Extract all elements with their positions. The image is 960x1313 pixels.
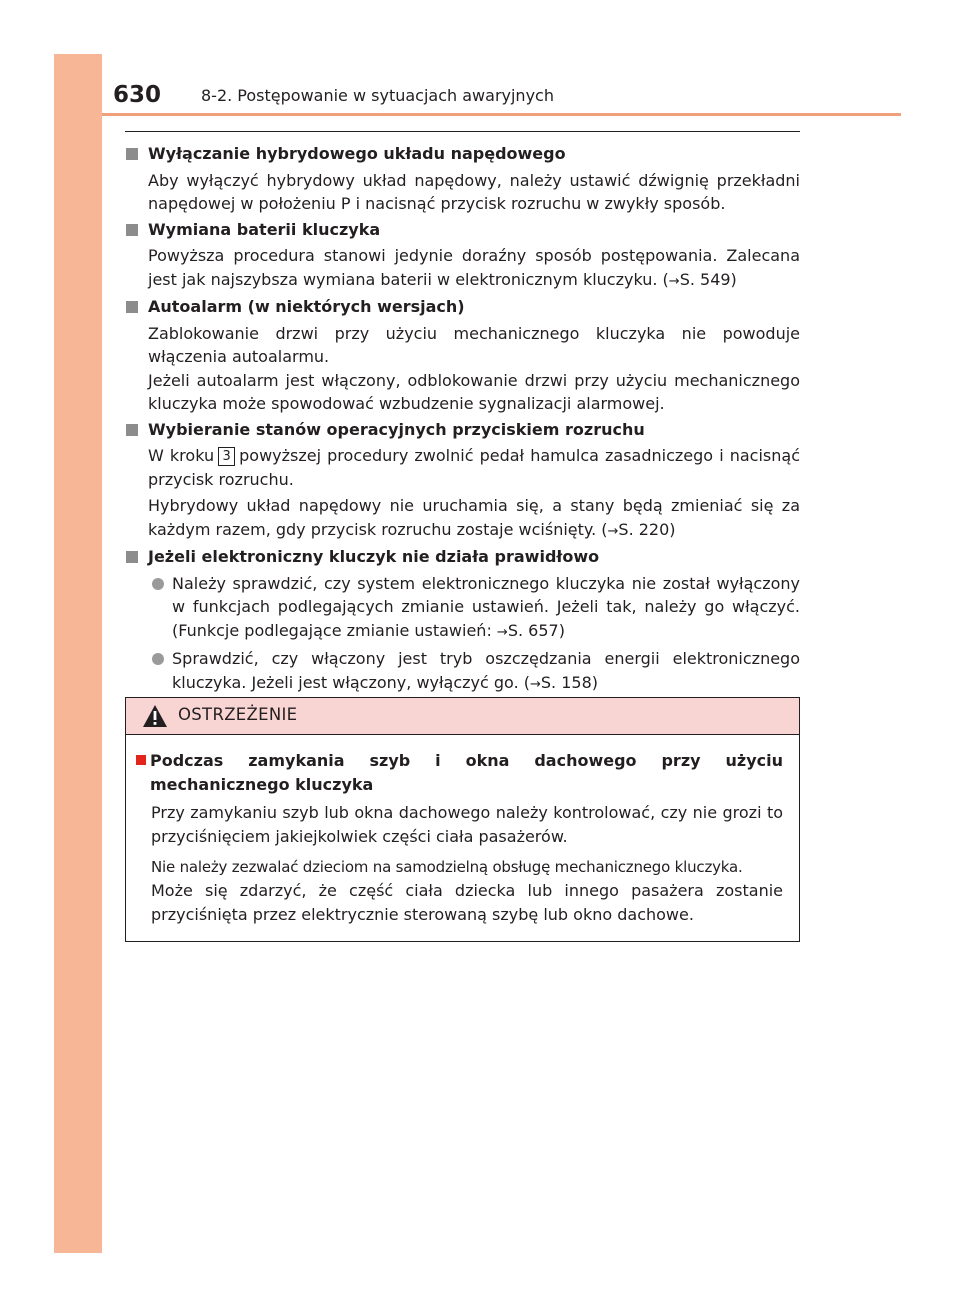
warning-box [125,697,800,942]
section-title: 8-2. Postępowanie w sytuacjach awaryjnych [201,86,554,105]
page-reference[interactable]: S. 158) [540,672,598,692]
arrow-icon: → [496,624,508,640]
warning-triangle-icon [142,704,168,728]
item-heading: Autoalarm (w niektórych wersjach) [124,295,800,319]
warning-paragraph: Może się zdarzyć, że część ciała dziecka lub innego pasażera zostanie przyciśnięta przez elektrycznie sterowaną szybę lub okno dachowe. [151,881,783,924]
header-accent-line [102,113,901,116]
paragraph: Aby wyłączyć hybrydowy układ napędowy, należy ustawić dźwignię przekładni napędowej w położeniu P i nacisnąć przycisk rozruchu w zwykły sposób. [148,170,800,213]
square-bullet-icon [126,148,138,160]
square-bullet-icon [126,424,138,436]
warning-paragraph: Nie należy zezwalać dzieciom na samodzielną obsługę mechanicznego kluczyka. [151,858,743,876]
chapter-side-tab [54,54,102,1253]
square-bullet-icon [126,551,138,563]
item-heading: Wyłączanie hybrydowego układu napędowego [124,142,800,166]
page-number: 630 [113,82,162,108]
warning-body [126,735,799,927]
warning-title: OSTRZEŻENIE [178,705,298,724]
page-reference[interactable]: S. 220) [618,519,676,539]
item-heading: Wybieranie stanów operacyjnych przyciskiem rozruchu [124,418,800,442]
warning-header [126,698,799,735]
paragraph: Hybrydowy układ napędowy nie uruchamia się, a stany będą zmieniać się za każdym razem, gdy przycisk rozruchu zostaje wciśnięty. (→S. 220) [148,496,800,539]
list-item: Sprawdzić, czy włączony jest tryb oszczędzania energii elektronicznego kluczyka. Jeżeli jest włączony, wyłączyć go. (→S. 158) [124,647,800,696]
square-bullet-icon [126,224,138,236]
paragraph: W kroku 3 powyższej procedury zwolnić pedał hamulca zasadniczego i nacisnąć przycisk rozruchu. [148,446,800,489]
square-bullet-icon [126,301,138,313]
red-square-bullet-icon [136,755,146,765]
circle-bullet-icon [152,578,164,590]
main-content [124,140,800,696]
paragraph: Powyższa procedura stanowi jedynie doraźny sposób postępowania. Zalecana jest jak najszybsza wymiana baterii w elektronicznym kluczyku. (→S. 549) [148,246,800,289]
arrow-icon: → [529,676,541,692]
page-reference[interactable]: S. 549) [679,269,737,289]
item-heading: Jeżeli elektroniczny kluczyk nie działa prawidłowo [124,545,800,569]
warning-heading: Podczas zamykania szyb i okna dachowego przy użyciu mechanicznego kluczyka [136,749,783,797]
arrow-icon: → [607,523,619,539]
divider [125,131,800,132]
list-item: Należy sprawdzić, czy system elektronicznego kluczyka nie został wyłączony w funkcjach podlegających zmianie ustawień. Jeżeli tak, należy go włączyć. (Funkcje podlegające zmianie ustawień: →S. 657) [124,572,800,645]
arrow-icon: → [668,273,680,289]
circle-bullet-icon [152,653,164,665]
page-reference[interactable]: S. 657) [507,620,565,640]
warning-paragraph: Przy zamykaniu szyb lub okna dachowego należy kontrolować, czy nie grozi to przyciśnięciem jakiejkolwiek części ciała pasażerów. [151,803,783,846]
paragraph: Zablokowanie drzwi przy użyciu mechanicznego kluczyka nie powoduje włączenia autoalarmu. [148,323,800,366]
step-number-box: 3 [218,447,235,466]
item-heading: Wymiana baterii kluczyka [124,218,800,242]
paragraph: Jeżeli autoalarm jest włączony, odblokowanie drzwi przy użyciu mechanicznego kluczyka może spowodować wzbudzenie sygnalizacji alarmowej. [148,370,800,413]
